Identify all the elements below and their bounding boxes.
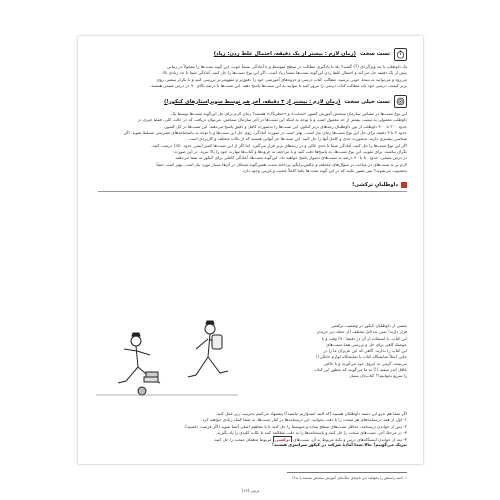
steps-list (98, 411, 407, 449)
section-very-hard-header (98, 95, 407, 108)
text-line: بعضی از داوطلبان کنکور در وضعیت ترکشی (330, 323, 407, 328)
list-intro: اگر شما هم جزو این دسته داوطلبان هستید (که البته امیدواریم نباشید!) پیشنهاد می‌کنیم به‌ترتیب زیر عمل کنید: (215, 411, 407, 416)
footnote-divider (287, 472, 407, 473)
text-line: بیش از یک دقیقه حل می‌کند و احتمال غلط زدن این‌گونه تست‌ها نسبتاً زیاد است. اگر این نوع تست‌ها را حل کنید، آمادگی شما تا حد زیادی بالا (162, 70, 407, 76)
closing-line: تبریک می‌گوییم! حالا شما آمادهٔ شرکت در کنکور سراسری هستید! (271, 442, 407, 448)
text-line: داوطلب معمولی به نسبت بیشتر از حد معمول است و با توجه به اینکه این تست‌ها در آخر سازمان سنجش، می‌توان دریافت که در حالت کلی، فقط چیزی در (137, 117, 407, 123)
text-line: می‌بینند، گرمی به ابروی خود می‌آورند و با حالتی (323, 360, 407, 366)
cartoon-illustration (96, 319, 238, 404)
text-line: محسوب می‌شوند؟ پس تصور نکنید که در این گونه تست‌ها نکتهٔ کاملاً عجیب و غریبی وجود دارد. (241, 167, 407, 173)
section-scattered-title (98, 182, 407, 188)
list-item: ۱- اول از همه درسنامه‌های هر مبحث را با دقت بخوانید. این درسنامه‌ها در کنار تست‌ها، به شما کمک زیادی خواهند کرد. (201, 417, 407, 423)
text-line: این نوع تست‌ها در مقیاس سازمان سنجش آموزش کشور «سخت» و «خطرناک» هستند؟ زمان لازم برای حل این‌گونه تست‌ها توسط یک (171, 111, 407, 117)
text-line: عاقل اندر سفیه (!) به ما می‌گویند که چطور این کتاب (314, 367, 407, 373)
text-line: شناسی بیشتری دارید، به‌صورت جدی و کامل آنها را حل کنید. این تست‌ها جز آنهایی هستند که از نکات مختلف و کاربردی است. (187, 136, 407, 142)
section-scattered-label: داوطلبانِ ترکشی! (351, 182, 398, 189)
text-line: برتر کیفیت درسی خود باید مطالب کتاب درسی را مرور کنید تا بتوانید به این تست‌ها پاسخ دهید. این تست‌ها تا درصد بالای ۹۰ در درس شیمی هستند. (149, 82, 407, 88)
section-hard-title: تست سخت (360, 51, 390, 58)
text-line: جایی (مثلاً نمایشگاه کتاب یا نمایشگاه لوازم خانگی!) (316, 354, 407, 360)
text-line: را سریع بخوانیم؟! کتاب‌تان بسیار (349, 373, 407, 379)
text-line: این کتاب، یا استفاده از آن در دقیقهٔ ۹۰) وقت و یا (321, 335, 407, 341)
text-line: یک داوطلب با چه ویژگی‌ای (?) گفتید؟ بله با یادگیری مطالب در سطح متوسط و با آمادگی نسبتاً خوب، این گونه تست‌ها را معمولاً در زمانی (166, 64, 407, 69)
section-hard-paragraph (98, 64, 407, 89)
section-very-hard-title: تست خیلی سخت (344, 98, 390, 105)
text-line: می‌رود و می‌توانید به نتیجهٔ خوبی برسید. مطالب کتاب درسی و جزوه‌های آموزشی خود را دقیق‌تر و مفهومی‌تر بررسی کنید و با تکرار بیشتر، روی (156, 76, 407, 82)
page-number: ترمی (۱۲) (241, 488, 260, 493)
text-line: حدود ۲۰۰ تا ۳۰۰ داوطلب از بین داوطلبان رتبه‌های برتر کنکور، این تست‌ها را به‌صورت کامل و دقیق پاسخ می‌دهند. این تست‌ها در کل کشور، (163, 123, 407, 129)
target-icon (394, 95, 407, 108)
text-line: قرار دارند! یعنی به‌دلایل مختلف (از جمله دیر خریدن (316, 329, 407, 335)
text-line: حوصلهٔ کافی برای حل و بررسی همهٔ تست‌های (326, 341, 407, 347)
bullet-square-icon (401, 182, 407, 188)
book-page (78, 36, 423, 493)
divider (98, 191, 407, 192)
list-item: ۲- پس از خواندن درسنامه، حداقل تست‌های سطح ساده و متوسط را حل کنید تا با مفاهیم اصلی آشنا شوید (اگر فرصت داشتید). (183, 423, 407, 429)
text-line: لازم بر به تست‌های در مباحث در سؤال‌های مختلف و چالش‌برانگیز پرداخته شده، همین‌گونه مسائل در آن‌ها بسیار مورد نیاز است. بهتر است حتماً (156, 161, 407, 167)
footnote: ۱- البته راستش را بخواهید این نام‌های جنگ‌های آموزش سنجش هستند یا نه؟! (292, 476, 407, 480)
stopwatch-icon (394, 48, 407, 61)
list-item-text: ۴- بعد از خواندن ایستگاه‌های درس و نکتهٔ مربوط به آن، تست‌های (293, 437, 407, 443)
text-line: در درس شیمی، حدود ۸۰ تا ۹۰ درصد به تست‌های دشوار پاسخ خواهید داد. این‌گونه تست‌ها، آمادگی کاملی برای کنکور به شما می‌دهند. (174, 155, 407, 161)
section-very-hard-subtitle: (زمان لازم : بیشتر از ۳ دقیقه، آخر هم توسط سوپراستارهای کنکور!) (164, 98, 341, 105)
text-line: اگر این نوع تست‌ها را حل کنید، آمادگی شما تا حدی عالی و در رتبه‌های برتر قرار می‌گیرد. اما اگر از این تست‌ها کمتر (یعنی حدود ۵۰٪) درست کنید، (151, 142, 407, 148)
list-item: ۳- در مرحلهٔ آخر، تست‌های سخت را حل کنید و پاسخنامه‌ها را به دقت مطالعه کنید تا نکات کلیدی را یاد بگیرید. (215, 429, 407, 435)
scattered-description (242, 323, 407, 380)
section-hard-header (98, 48, 407, 61)
text-line: نگران نباشید. برای تقویت این نوع تست‌ها، به پاسخ‌ها دقت کنید و با مراجعه به جزوه‌ها و کتاب‌ها مهارت خود را بالا ببرید. در این صورت (174, 148, 407, 154)
section-hard-subtitle: (زمان لازم : بیشتر از یک دقیقه، احتمال غلط زدن: زیاد) (213, 51, 356, 58)
section-very-hard-paragraph (98, 111, 407, 174)
scattered-badge: ترکشی (273, 436, 292, 442)
list-item-tail: مربوط به‌همان مبحث را حل کنید. (213, 437, 272, 443)
text-line: این کتاب را ندارند. گاهی که این عزیزان ما را در (323, 348, 407, 354)
text-line: حدود ۲ تا ۳ دقیقه برای حل این نوع تست‌ها زمان نیاز است. بهتر است در صورت آمادگی، روی حل این تست‌ها و با توجه به پاسخنامه‌های تشریحی مسلط شوید. اگر (124, 130, 407, 136)
